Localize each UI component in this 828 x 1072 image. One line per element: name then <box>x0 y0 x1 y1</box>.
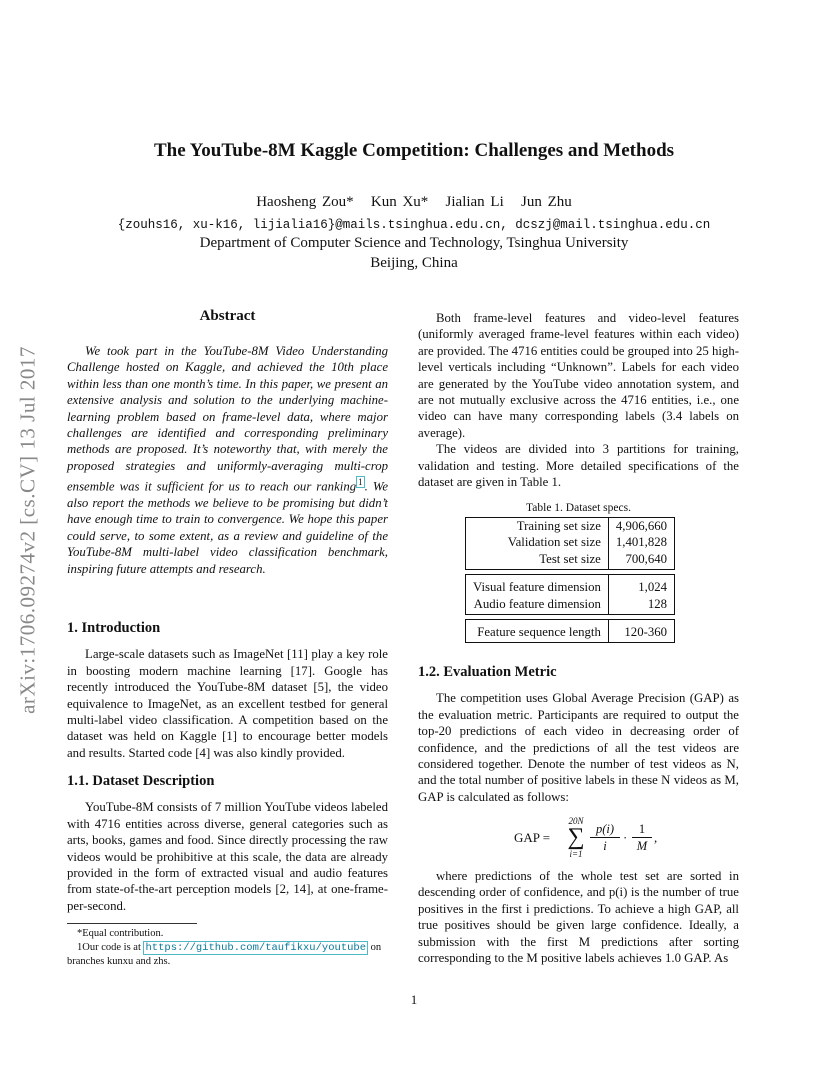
section-metric <box>418 664 739 805</box>
footnote-link[interactable]: 1 <box>358 477 363 488</box>
table-cell-value: 1,401,828 <box>608 534 674 550</box>
dataset-continued <box>418 310 739 490</box>
table-cell-label: Training set size <box>466 518 609 535</box>
sum-lower-limit: i=1 <box>569 849 583 859</box>
table-row <box>466 575 675 596</box>
arxiv-identifier <box>8 300 48 760</box>
footnote-code <box>67 941 388 969</box>
table-row <box>466 596 675 615</box>
author-list <box>0 194 828 211</box>
metric-paragraph: The competition uses Global Average Precision (GAP) as the evaluation metric. Participants are required to output the top-20 predictions of each video in decreasing order of confidence, and the predictions of all the test videos are considered together. Denote the number of test videos as N, and the total number of positive labels in these N videos as M, GAP is calculated as follows: <box>418 691 739 804</box>
fraction-numerator: 1 <box>632 822 652 838</box>
dataset-spec-table <box>465 517 675 643</box>
section-introduction <box>67 620 388 761</box>
table-caption: Table 1. Dataset specs. <box>526 502 631 514</box>
gap-equation <box>418 818 739 864</box>
sum-upper-limit: 20N <box>568 816 584 826</box>
table-cell-value: 700,640 <box>608 551 674 570</box>
table-cell-value: 1,024 <box>608 575 674 596</box>
fraction-denominator: M <box>636 839 648 853</box>
fraction-numerator: p(i) <box>590 822 620 838</box>
abstract-body: We took part in the YouTube-8M Video Understanding Challenge hosted on Kaggle, and achieved the 10th place within less than one month’s time. In this paper, we present an extensive analysis and solution to the underlying machine-learning problem based on frame-level data, where major challenges are identified and corresponding preliminary methods are proposed. It’s noteworthy that, with merely the proposed strategies and uniformly-averaging multi-crop ensemble was it sufficient for us to reach our ranking <box>67 344 388 494</box>
table-cell-label: Feature sequence length <box>466 620 609 643</box>
dataset-paragraph: YouTube-8M consists of 7 million YouTube videos labeled with 4716 entities across diverse, general categories such as arts, books, games and food. Since directly processing the raw videos would be prohibitive at this scale, the data are already provided in the form of extracted visual and audio features from state-of-the-art perception models [2, 14], at one-frame-per-second. <box>67 800 388 913</box>
footnote-text: on branches kunxu and zhs. <box>67 941 382 967</box>
fraction-denominator: i <box>603 839 607 853</box>
code-url-link[interactable]: https://github.com/taufikxu/youtube <box>145 941 367 954</box>
intro-paragraph: Large-scale datasets such as ImageNet [11] play a key role in boosting modern machine learning [17]. Google has recently introduced the YouTube-8M dataset [5], the video equivalence to ImageNet, as an excellent testbed for general multi-label video classification. A competition based on the dataset was held on Kaggle [1] to encourage better models and results. Started code [4] was also kindly provided. <box>67 647 388 760</box>
table-cell-value: 128 <box>608 596 674 615</box>
table-row <box>466 518 675 535</box>
dataset-table <box>465 517 675 643</box>
table-cell-value: 4,906,660 <box>608 518 674 535</box>
footnote-rule <box>67 923 197 924</box>
metric-paragraph: where predictions of the whole test set are sorted in descending order of confidence, and p(i) is the number of true positives in the first i predictions. To achieve a high GAP, all true positives should be given large confidence. Ideally, a submission with the first M predictions after sorting corresponding to the M positive labels achieves 1.0 GAP. As <box>418 869 739 966</box>
multiply-dot: · <box>623 830 628 845</box>
dataset-paragraph: The videos are divided into 3 partitions for training, validation and testing. More detailed specifications of the dataset are given in Table 1. <box>418 442 739 490</box>
table-row <box>466 534 675 550</box>
table-cell-value: 120-360 <box>608 620 674 643</box>
table-row <box>466 620 675 643</box>
affiliation <box>0 233 828 273</box>
abstract-text <box>67 343 388 577</box>
arxiv-identifier-text: arXiv:1706.09274v2 [cs.CV] 13 Jul 2017 <box>15 346 40 714</box>
abstract-heading: Abstract <box>199 308 256 324</box>
footnote-equal-contribution: *Equal contribution. <box>77 928 164 939</box>
table-cell-label: Validation set size <box>466 534 609 550</box>
metric-continued <box>418 868 739 966</box>
section-heading: 1. Introduction <box>67 620 161 636</box>
footnote-text: 1Our code is at <box>77 941 144 953</box>
equation-lhs: GAP = <box>514 830 551 845</box>
affiliation-department: Department of Computer Science and Technology, Tsinghua University <box>199 235 629 251</box>
table-row <box>466 551 675 570</box>
author-name: Jun Zhu <box>521 194 572 210</box>
section-heading: 1.1. Dataset Description <box>67 773 215 789</box>
table-cell-label: Test set size <box>466 551 609 570</box>
abstract-body-continued: . We also report the methods we believe to be promising but didn’t have enough time to train to convergence. We hope this paper could serve, to some extent, as a review and guideline of the YouTube-8M multi-label video classification benchmark, inspiring future attempts and research. <box>67 479 388 576</box>
table-cell-label: Audio feature dimension <box>466 596 609 615</box>
equation-comma: , <box>654 830 658 845</box>
author-emails: {zouhs16, xu-k16, lijialia16}@mails.tsinghua.edu.cn, dcszj@mail.tsinghua.edu.cn <box>117 218 711 232</box>
footnotes <box>67 927 388 969</box>
author-name: Haosheng Zou* <box>256 194 354 210</box>
author-name: Jialian Li <box>445 194 504 210</box>
table-cell-label: Visual feature dimension <box>466 575 609 596</box>
page-number: 1 <box>410 992 418 1007</box>
affiliation-location: Beijing, China <box>370 255 458 271</box>
author-name: Kun Xu* <box>370 194 429 210</box>
section-heading: 1.2. Evaluation Metric <box>418 664 557 680</box>
section-dataset <box>67 773 388 914</box>
paper-title: The YouTube-8M Kaggle Competition: Challenges and Methods <box>153 140 675 161</box>
dataset-paragraph: Both frame-level features and video-level features (uniformly averaged frame-level features within each video) are provided. The 4716 entities could be grouped into 25 high-level verticals including “Unknown”. Labels for each video are generated by the YouTube video annotation system, and are not mutually exclusive across the 4716 entities, i.e., one video can have many corresponding labels (3.4 labels on average). <box>418 311 739 440</box>
sum-symbol: ∑ <box>567 824 585 850</box>
